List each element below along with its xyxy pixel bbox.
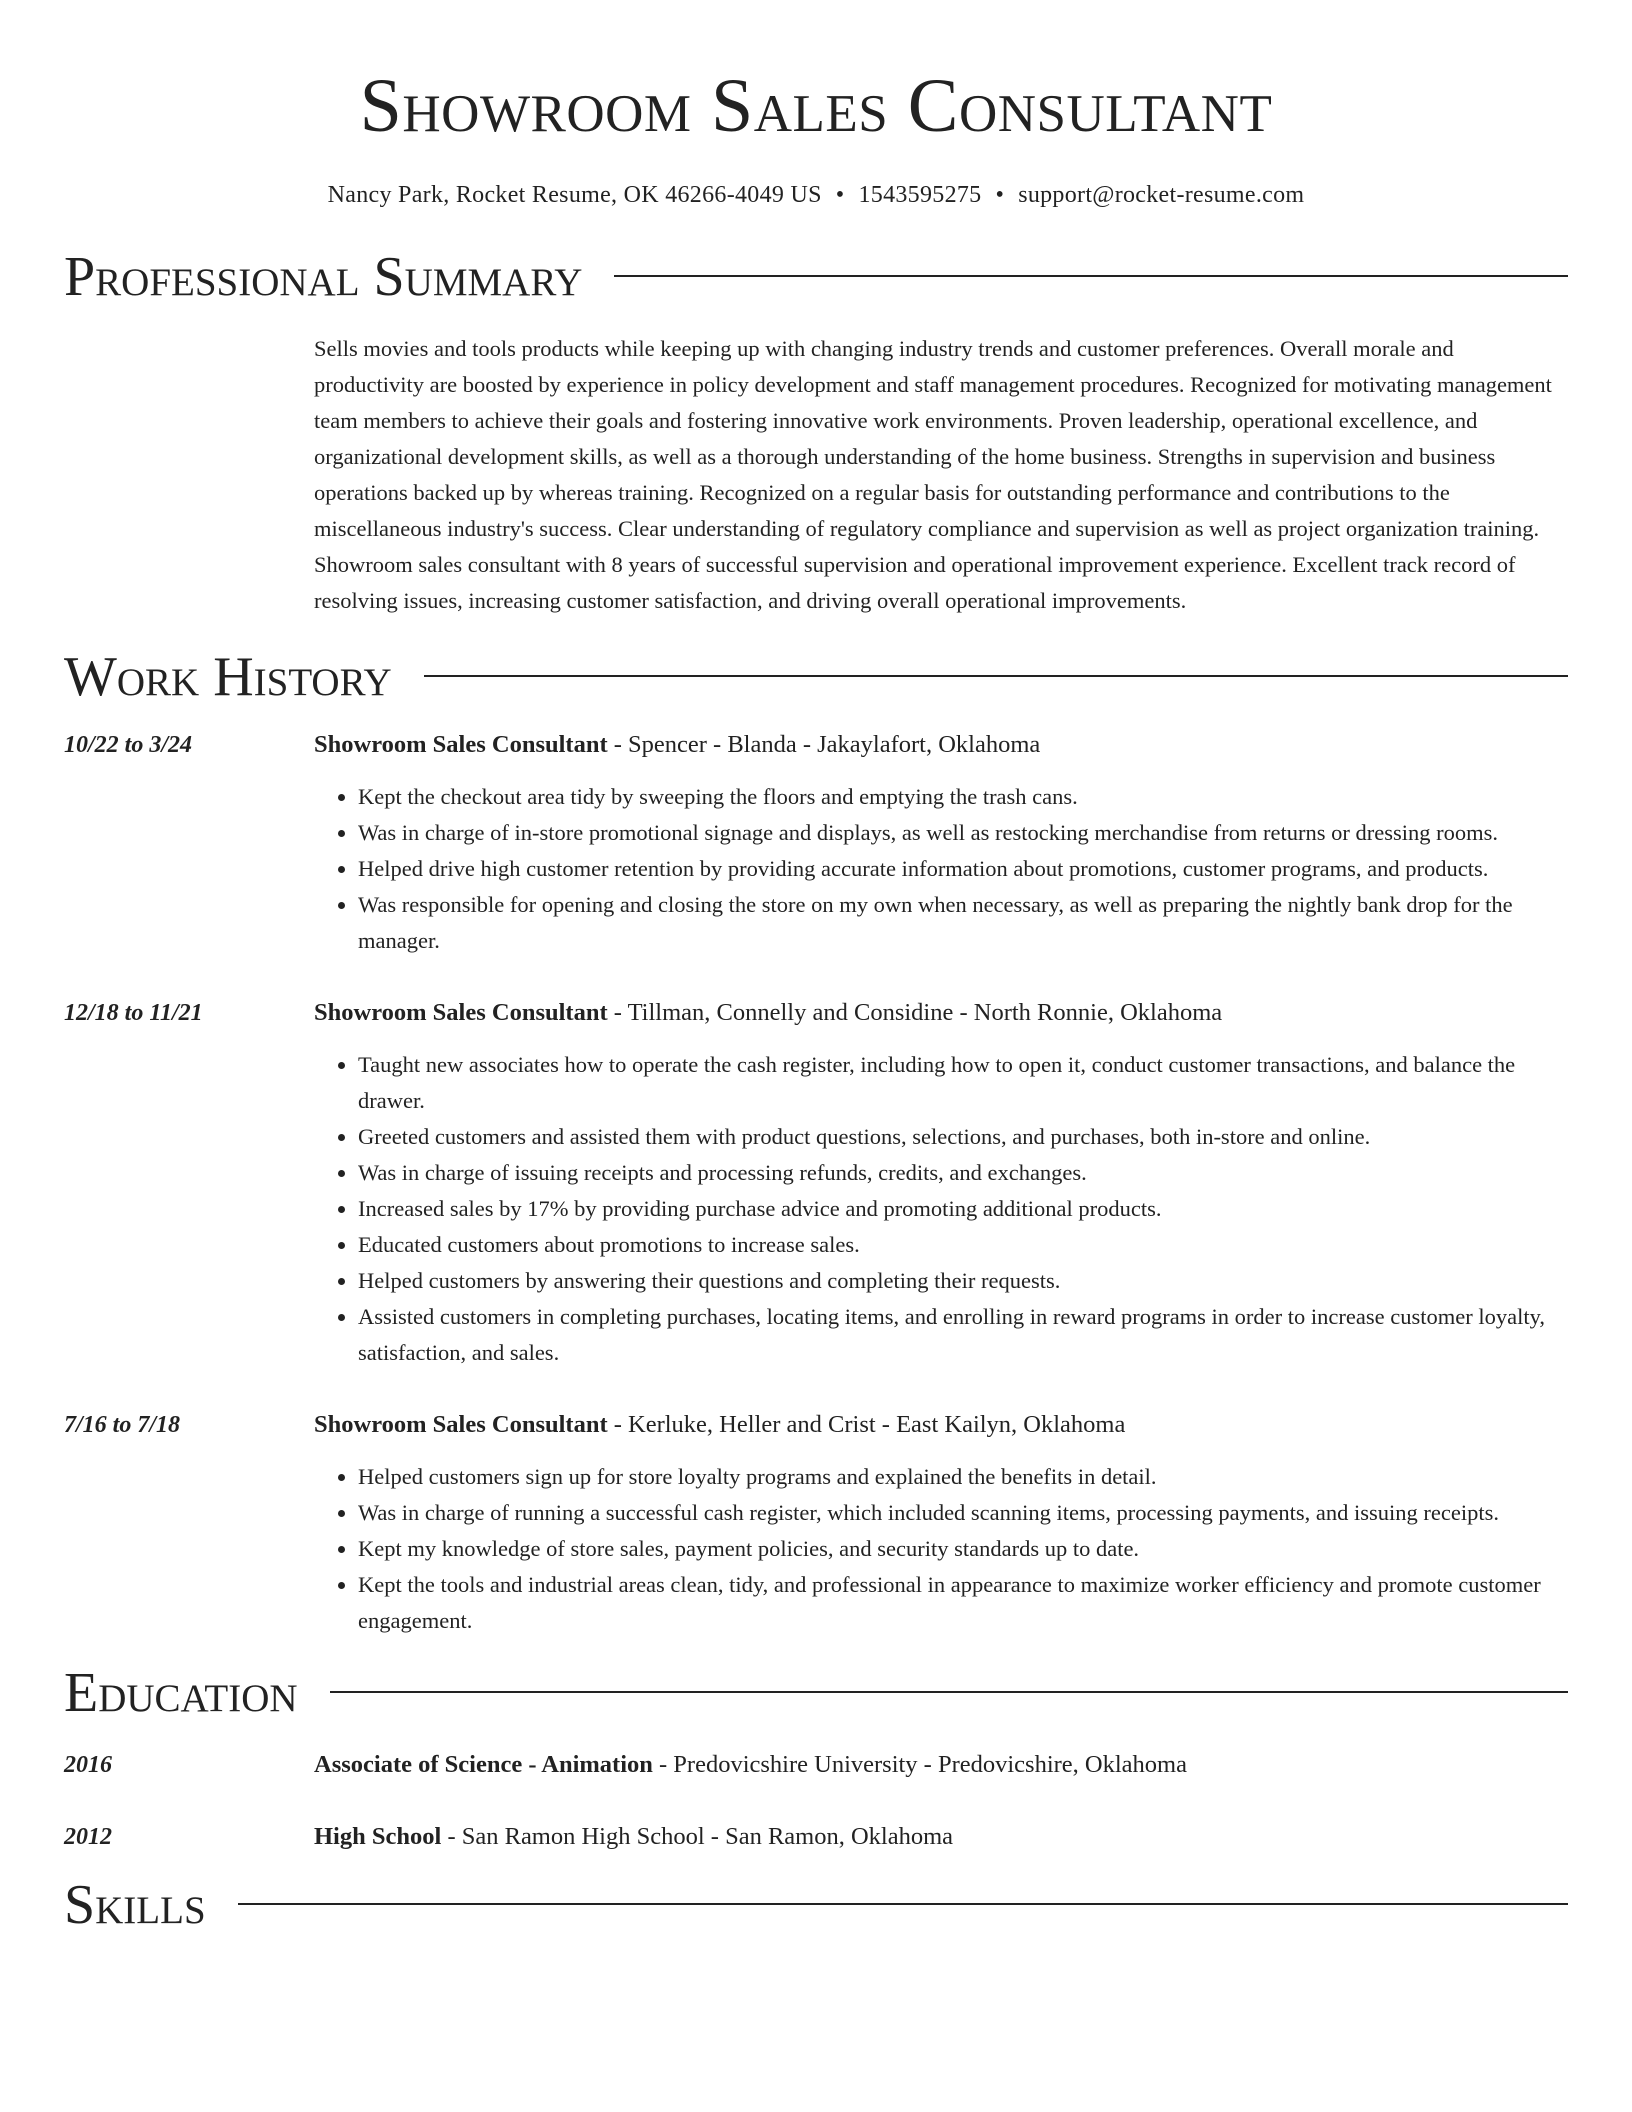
skills-heading: Skills <box>64 1874 206 1936</box>
job-bullet: • Helped customers by answering their questions and completing their requests. <box>358 1263 1568 1299</box>
job-entry <box>64 727 1568 959</box>
section-divider <box>238 1903 1568 1905</box>
education-line <box>314 1819 1568 1855</box>
job-bullet: • Kept the checkout area tidy by sweeping the floors and emptying the trash cans. <box>358 779 1568 815</box>
job-title: Showroom Sales Consultant <box>314 731 608 758</box>
job-dates: 7/16 to 7/18 <box>64 1412 181 1438</box>
job-title-line <box>314 1407 1568 1443</box>
education-section-header <box>64 1662 1568 1724</box>
education-entry <box>64 1819 1568 1855</box>
job-bullet: • Was in charge of issuing receipts and processing refunds, credits, and exchanges. <box>358 1155 1568 1191</box>
job-bullet: • Kept my knowledge of store sales, payment policies, and security standards up to date. <box>358 1531 1568 1567</box>
job-bullet: • Taught new associates how to operate the cash register, including how to open it, conduct customer transactions, and balance the drawer. <box>358 1047 1568 1119</box>
contact-separator: • <box>995 182 1005 208</box>
job-body <box>314 1407 1568 1639</box>
job-bullet: • Helped drive high customer retention by providing accurate information about promotions, customer programs, and products. <box>358 851 1568 887</box>
job-entry <box>64 1407 1568 1639</box>
job-bullet: • Increased sales by 17% by providing purchase advice and promoting additional products. <box>358 1191 1568 1227</box>
job-bullet: • Helped customers sign up for store loyalty programs and explained the benefits in detail. <box>358 1459 1568 1495</box>
job-details: - Tillman, Connelly and Considine - North Ronnie, Oklahoma <box>607 999 1223 1026</box>
job-bullets <box>314 1459 1568 1639</box>
work-history-section-header <box>64 646 1568 708</box>
education-degree: High School <box>314 1823 442 1850</box>
job-body <box>314 727 1568 959</box>
education-line <box>314 1747 1568 1783</box>
education-year: 2012 <box>64 1824 112 1850</box>
job-bullet: • Was in charge of in-store promotional signage and displays, as well as restocking merchandise from returns or dressing rooms. <box>358 815 1568 851</box>
summary-text: Sells movies and tools products while keeping up with changing industry trends and customer preferences. Overall morale and productivity are boosted by experience in policy development and staff management procedures. Recognized for motivating management team members to achieve their goals and fostering innovative work environments. Proven leadership, operational excellence, and organizational development skills, as well as a thorough understanding of the home business. Strengths in supervision and business operations backed up by whereas training. Recognized on a regular basis for outstanding performance and contributions to the miscellaneous industry's success. Clear understanding of regulatory compliance and supervision as well as project organization training. Showroom sales consultant with 8 years of successful supervision and operational improvement experience. Excellent track record of resolving issues, increasing customer satisfaction, and driving overall operational improvements. <box>314 336 1552 613</box>
job-dates: 10/22 to 3/24 <box>64 732 193 758</box>
education-entry <box>64 1747 1568 1783</box>
summary-section-header <box>64 246 1568 308</box>
contact-separator: • <box>835 182 845 208</box>
job-dates: 12/18 to 11/21 <box>64 1000 203 1026</box>
contact-phone: 1543595275 <box>858 182 982 208</box>
job-bullet: • Assisted customers in completing purchases, locating items, and enrolling in reward programs in order to increase customer loyalty, satisfaction, and sales. <box>358 1299 1568 1371</box>
job-details: - Spencer - Blanda - Jakaylafort, Oklahoma <box>607 731 1041 758</box>
education-body <box>314 1747 1568 1783</box>
job-title-line <box>314 727 1568 763</box>
job-bullet: • Greeted customers and assisted them with product questions, selections, and purchases, both in-store and online. <box>358 1119 1568 1155</box>
education-details: - San Ramon High School - San Ramon, Oklahoma <box>441 1823 954 1850</box>
job-entry <box>64 995 1568 1371</box>
job-details: - Kerluke, Heller and Crist - East Kailyn, Oklahoma <box>607 1411 1126 1438</box>
education-heading: Education <box>64 1662 298 1724</box>
contact-address: Nancy Park, Rocket Resume, OK 46266-4049 US <box>327 182 822 208</box>
education-degree: Associate of Science - Animation <box>314 1751 653 1778</box>
contact-line <box>64 182 1568 209</box>
section-divider <box>330 1691 1568 1693</box>
section-divider <box>614 275 1568 277</box>
section-divider <box>424 675 1568 677</box>
work-history-heading: Work History <box>64 646 392 708</box>
job-bullets <box>314 779 1568 959</box>
skills-section-header <box>64 1874 1568 1936</box>
job-title: Showroom Sales Consultant <box>314 999 608 1026</box>
summary-heading: Professional Summary <box>64 246 583 308</box>
job-bullets <box>314 1047 1568 1371</box>
job-bullet: • Educated customers about promotions to increase sales. <box>358 1227 1568 1263</box>
candidate-title: Showroom Sales Consultant <box>359 64 1273 148</box>
education-year: 2016 <box>64 1752 112 1778</box>
job-title: Showroom Sales Consultant <box>314 1411 608 1438</box>
education-body <box>314 1819 1568 1855</box>
education-details: - Predovicshire University - Predovicshire, Oklahoma <box>652 1751 1187 1778</box>
job-bullet: • Was in charge of running a successful cash register, which included scanning items, processing payments, and issuing receipts. <box>358 1495 1568 1531</box>
job-bullet: • Kept the tools and industrial areas clean, tidy, and professional in appearance to maximize worker efficiency and promote customer engagement. <box>358 1567 1568 1639</box>
contact-email: support@rocket-resume.com <box>1018 182 1305 208</box>
job-body <box>314 995 1568 1371</box>
job-title-line <box>314 995 1568 1031</box>
job-bullet: • Was responsible for opening and closing the store on my own when necessary, as well as preparing the nightly bank drop for the manager. <box>358 887 1568 959</box>
